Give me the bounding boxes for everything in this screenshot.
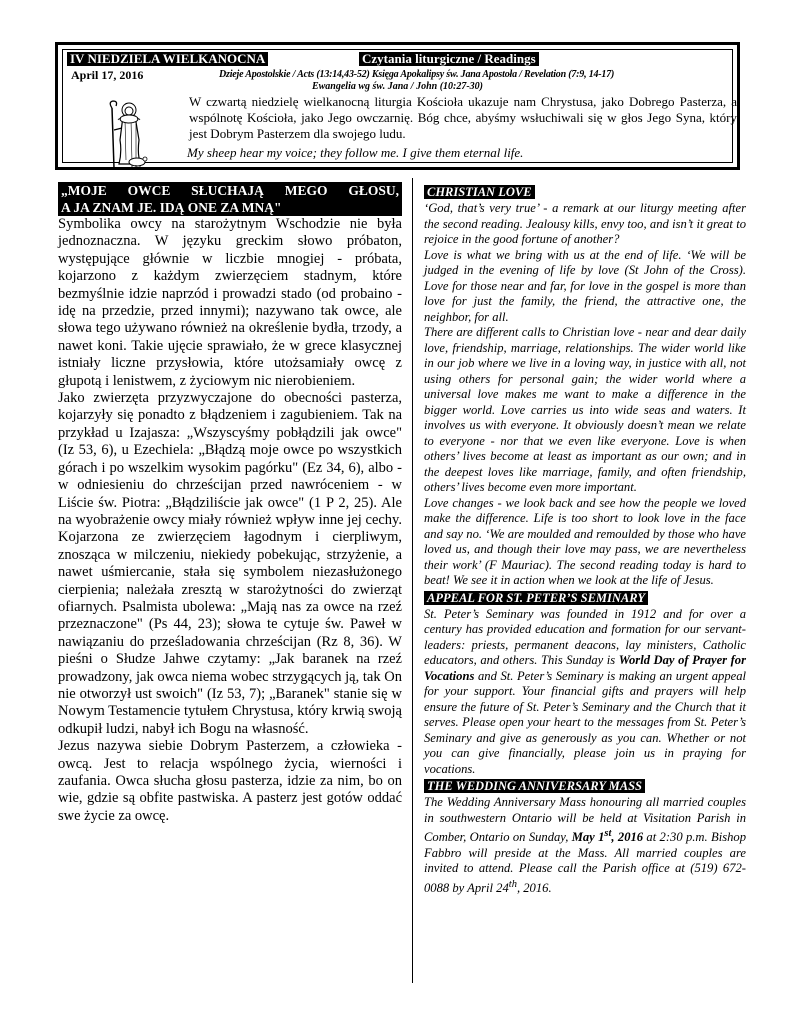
polish-paragraph-3: Jezus nazywa siebie Dobrym Pasterzem, a człowieka - owcą. Jest to relacja wspólnego życia, wierności i zaufania. Owca słucha głosu pasterza, idzie za nim, bo on wie, gdzie są obfite pastwiska. A pasterz jest gotów oddać swe życie za owcę. [58, 738, 402, 824]
polish-article-title [58, 182, 402, 216]
readings-title: Czytania liturgiczne / Readings [359, 52, 539, 66]
polish-paragraph-2: Jako zwierzęta przyzwyczajone do obecności pasterza, kojarzyły się ponadto z błądzeniem i zagubieniem. Tak na przykład u Izajasza: „Wszyscyśmy pobłądzili jak owce" (Iz 53, 6), u Ezechiela: „Błądzą moje owce po wszystkich górach i po wszelkim wysokim pagórku" (Ez 34, 6), albo - w odniesieniu do chrześcijan przed nawróceniem - w Liście św. Piotra: „Błądziliście jak owce" (1 P 2, 25). Ale na wyobrażenie owcy miały również wpływ inne jej cechy. Kojarzona ze zwierzęciem łagodnym i cierpliwym, znosząca w milczeniu, niekiedy pobekując, strzyżenie, a nawet uśmiercanie, stała się symbolem niezasłużonego cierpienia; należała zresztą w starożytności do zwierząt ofiarnych. Psalmista ubolewa: „Mają nas za owce na rzeź przeznaczone" (Ps 44, 23); słowa te cytuje św. Paweł w nawiązaniu do prześladowania chrześcijan (Rz 8, 36). W pieśni o Słudze Jahwe czytamy: „Jak baranek na rzeź prowadzony, jak owca niema wobec strzygących ją, tak On nie otworzył ust swoich" (Iz 53, 7); „Baranek" stanie się w Nowym Testamencie tytułem Chrystusa, który krwią swoją odkupił ludzi, nabył ich Bogu na własność. [58, 390, 402, 737]
header-box [55, 42, 740, 170]
christian-love-paragraph-3: There are different calls to Christian love - near and dear daily love, friendship, marriage, relationships. The wider world like in our job where we live in a loving way, in justice with all, not using others for personal gain; the wider world where a universal love makes me want to make a difference in the bigger world. Love carries us into wide seas and waters. It involves us with everyone. It obviously doesn’t mean we relate to everyone - nor that we even like everyone. Love is when others’ lives become at least as important as our own; and in the deepest loves like marriage, family, and often friendship, others’ lives become even more important. [424, 325, 746, 494]
mass-date-year: , 2016 [611, 830, 644, 845]
polish-title-line-2: A JA ZNAM JE. IDĄ ONE ZA MNĄ" [61, 200, 282, 215]
mass-date-month: May 1 [571, 830, 605, 845]
rsvp-date-suffix: th [508, 878, 517, 890]
readings-line-1: Dzieje Apostolskie / Acts (13:14,43-52) Księga Apokalipsy św. Jana Apostoła / Revelation (7:9, 14-17) [219, 69, 615, 80]
christian-love-paragraph-4: Love changes - we look back and see how the people we loved make the difference. Life is too short to look love in the face and say no. ‘We are moulded and remoulded by those who have loved us, and though their love may pass, we are nevertheless their work’ (F Mauriac). The second reading today is hard to beat! We see it in action when we look at the life of Jesus. [424, 495, 746, 587]
header-inner-frame [62, 49, 737, 163]
polish-paragraph-1: Symbolika owcy na starożytnym Wschodzie nie była jednoznaczna. W języku greckim słowo próbaton, występujące głównie w liczbie mnogiej - próbata, kojarzono z każdym zwierzęciem stadnym, które bezmyślnie idzie naprzód i prowadzi stado (od probaino - idę na przedzie, przed innymi); nazywano tak owce, ale słowa tego używano również na określenie bydła, trzody, a nawet koni. Takie ujęcie sprawiało, że w grece klasycznej istniały liczne przysłowia, które utożsamiały owcę z głupotą i lenistwem, z życiowym nic nierobieniem. [58, 216, 402, 389]
wedding-mass-text [424, 795, 746, 896]
mass-date-bold [572, 830, 643, 844]
readings-line-2: Ewangelia wg św. Jana / John (10:27-30) [311, 81, 484, 92]
seminary-appeal-title: APPEAL FOR ST. PETER’S SEMINARY [424, 591, 648, 605]
intro-english: My sheep hear my voice; they follow me. I give them eternal life. [187, 145, 524, 160]
vocations-day-highlight: World Day of Prayer for Vocations [424, 653, 746, 683]
wedding-mass-title: THE WEDDING ANNIVERSARY MASS [424, 779, 645, 793]
column-divider [412, 178, 413, 983]
christian-love-paragraph-2: Love is what we bring with us at the end of life. ‘We will be judged in the evening of life by love (St John of the Cross). Love for those near and far, for love in the gospel is more than love for just the family, the friend, the attractive one, the neighbor, for all. [424, 247, 746, 324]
good-shepherd-icon [103, 100, 149, 170]
seminary-text-b: and St. Peter’s Seminary is making an urgent appeal for your support. Your financial gifts and prayers will help ensure the future of St. Peter’s Seminary and the Church that it serves. Please open your heart to the messages from St. Peter’s Seminary and give as generously as you can. Whether or not you can give financially, please join us in praying for vocations. [424, 668, 746, 776]
wedding-text-a: The Wedding Anniversary Mass honouring all married couples in southwestern Ontario will be held at Visitation Parish in Comber, Ontario on Sunday, [424, 795, 746, 845]
sunday-title: IV NIEDZIELA WIELKANOCNA [67, 52, 268, 66]
date: April 17, 2016 [71, 68, 144, 82]
polish-title-line-1: „MOJE OWCE SŁUCHAJĄ MEGO GŁOSU, [61, 183, 399, 198]
seminary-appeal-text [424, 607, 746, 778]
left-column [58, 182, 402, 825]
wedding-text-b: at 2:30 p.m. Bishop Fabbro will preside at the Mass. All married couples are invited to attend. Please call the Parish office at (519) 672-0088 by April 24 [424, 830, 746, 895]
seminary-text-a: St. Peter’s Seminary was founded in 1912 and for over a century has provided education and formation for our servant-leaders: priests, permanent deacons, lay ministers, Catholic educators, and others. This Sunday is [424, 606, 746, 667]
christian-love-paragraph-1: ‘God, that’s very true’ - a remark at our liturgy meeting after the second reading. Jealousy kills, envy too, and isn’t it great to rejoice in the good fortune of another? [424, 201, 746, 246]
intro-polish: W czwartą niedzielę wielkanocną liturgia Kościoła ukazuje nam Chrystusa, jako Dobrego Pasterza, a wspólnotę Kościoła, jako Jego owczarnię. Bóg chce, abyśmy wsłuchiwali się w głos Jego Syna, który jest Dobrym Pasterzem dla swojego ludu. [189, 94, 737, 141]
mass-date-suffix: st [604, 828, 612, 839]
wedding-text-c: , 2016. [516, 880, 552, 895]
christian-love-title: CHRISTIAN LOVE [424, 185, 535, 199]
right-column [424, 183, 746, 896]
